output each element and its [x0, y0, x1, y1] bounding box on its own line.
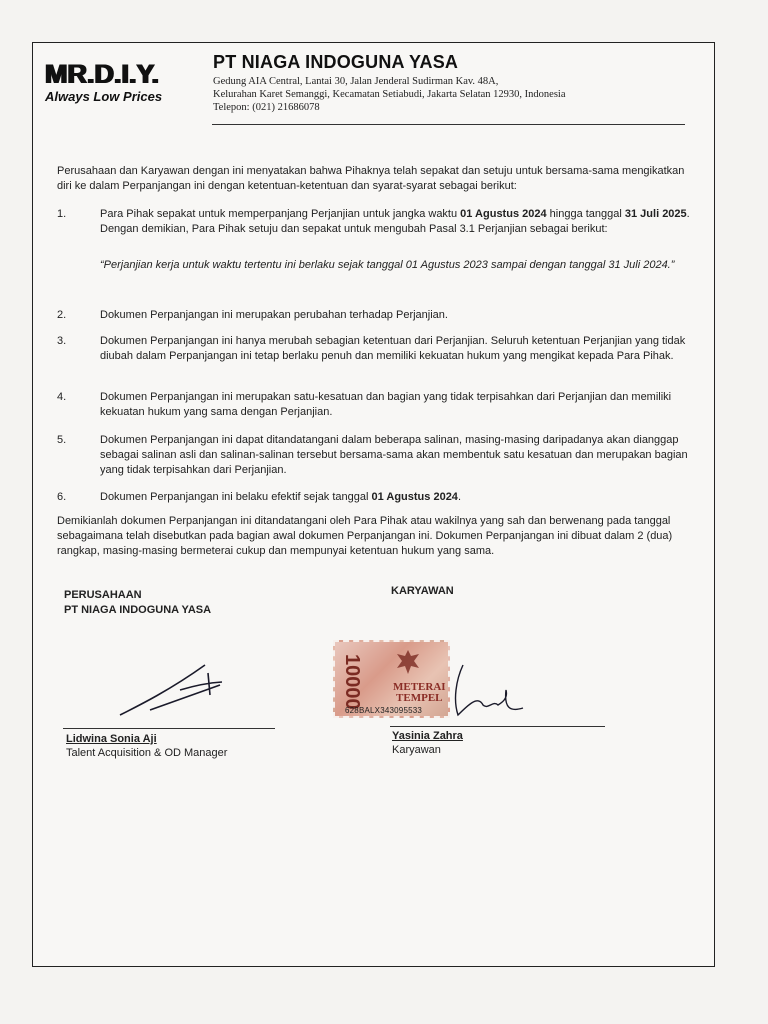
clause-text: Para Pihak sepakat untuk memperpanjang Perjanjian untuk jangka waktu 01 Agustus 2024 hingga tanggal 31 Juli 2025. Dengan demikian, Para Pihak setuju dan sepakat untuk mengubah Pasal 3.1 Perjanjian sebagai berikut: [100, 208, 690, 235]
company-signer-name: Lidwina Sonia Aji [66, 733, 157, 745]
clause-text: Dokumen Perpanjangan ini belaku efektif sejak tanggal 01 Agustus 2024. [100, 491, 461, 503]
garuda-emblem-icon [395, 648, 421, 676]
revenue-stamp [333, 640, 450, 718]
company-sign-heading-name: PT NIAGA INDOGUNA YASA [64, 604, 212, 616]
employee-signature [448, 660, 528, 720]
clause-text: Dokumen Perpanjangan ini merupakan satu-kesatuan dan bagian yang tidak terpisahkan dari Perjanjian dan memiliki kekuatan hukum yang sama dengan Perjanjian. [100, 391, 672, 418]
clause-number: 4. [57, 391, 67, 403]
address-line-1: Gedung AIA Central, Lantai 30, Jalan Jenderal Sudirman Kav. 48A, [213, 76, 499, 87]
company-signature [110, 655, 230, 725]
intro-paragraph: Perusahaan dan Karyawan dengan ini menyatakan bahwa Pihaknya telah sepakat dan setuju untuk bersama-sama mengikatkan diri ke dalam Perpanjangan ini dengan ketentuan-ketentuan dan syarat-syarat sebagai berikut: [57, 165, 685, 192]
company-sign-heading: PERUSAHAAN [64, 589, 142, 601]
closing-paragraph: Demikianlah dokumen Perpanjangan ini ditandatangani oleh Para Pihak atau wakilnya yang sah dan berwenang pada tanggal sebagaimana telah disebutkan pada bagian awal dokumen Perpanjangan ini. Dokumen Perpanjangan ini dibuat dalam 2 (dua) rangkap, masing-masing bermeterai cukup dan mempunyai ketentuan hukum yang sama. [57, 515, 673, 557]
stamp-label: METERAI TEMPEL [393, 681, 446, 704]
clause-text: Dokumen Perpanjangan ini merupakan perubahan terhadap Perjanjian. [100, 309, 448, 321]
phone-line: Telepon: (021) 21686078 [213, 102, 320, 113]
employee-signer-name: Yasinia Zahra [392, 730, 463, 742]
employee-sign-heading: KARYAWAN [391, 585, 454, 597]
clause-number: 6. [57, 491, 67, 503]
clause-number: 1. [57, 208, 67, 220]
stamp-serial: 628BALX343095533 [345, 706, 423, 715]
company-signer-title: Talent Acquisition & OD Manager [66, 747, 228, 759]
logo-tagline: Always Low Prices [45, 89, 163, 104]
employee-signature-line [390, 726, 605, 727]
clause-text: Dokumen Perpanjangan ini dapat ditandatangani dalam beberapa salinan, masing-masing daripadanya akan dianggap sebagai salinan asli dan salinan-salinan tersebut bersama-sama akan membentuk satu kesatuan dan merupakan bagian yang tidak terpisahkan dari Perjanjian. [100, 434, 688, 476]
company-logo [45, 60, 193, 104]
clause-number: 5. [57, 434, 67, 446]
amended-article-quote: “Perjanjian kerja untuk waktu tertentu ini berlaku sejak tanggal 01 Agustus 2023 sampai dengan tanggal 31 Juli 2024.” [100, 259, 675, 271]
stamp-value: 10000 [341, 654, 363, 710]
clause-number: 3. [57, 335, 67, 347]
clause-text: Dokumen Perpanjangan ini hanya merubah sebagian ketentuan dari Perjanjian. Seluruh ketentuan Perjanjian yang tidak diubah dalam Perpanjangan ini tetap berlaku penuh dan memiliki kekuatan hukum yang mengikat kepada Para Pihak. [100, 335, 686, 362]
company-signature-line [63, 728, 275, 729]
employee-signer-title: Karyawan [392, 744, 441, 756]
logo-wordmark: MR.D.I.Y. [45, 59, 160, 89]
company-address [213, 75, 633, 114]
address-line-2: Kelurahan Karet Semanggi, Kecamatan Setiabudi, Jakarta Selatan 12930, Indonesia [213, 89, 566, 100]
header-divider [212, 124, 685, 125]
company-name: PT NIAGA INDOGUNA YASA [213, 52, 459, 72]
clause-number: 2. [57, 309, 67, 321]
